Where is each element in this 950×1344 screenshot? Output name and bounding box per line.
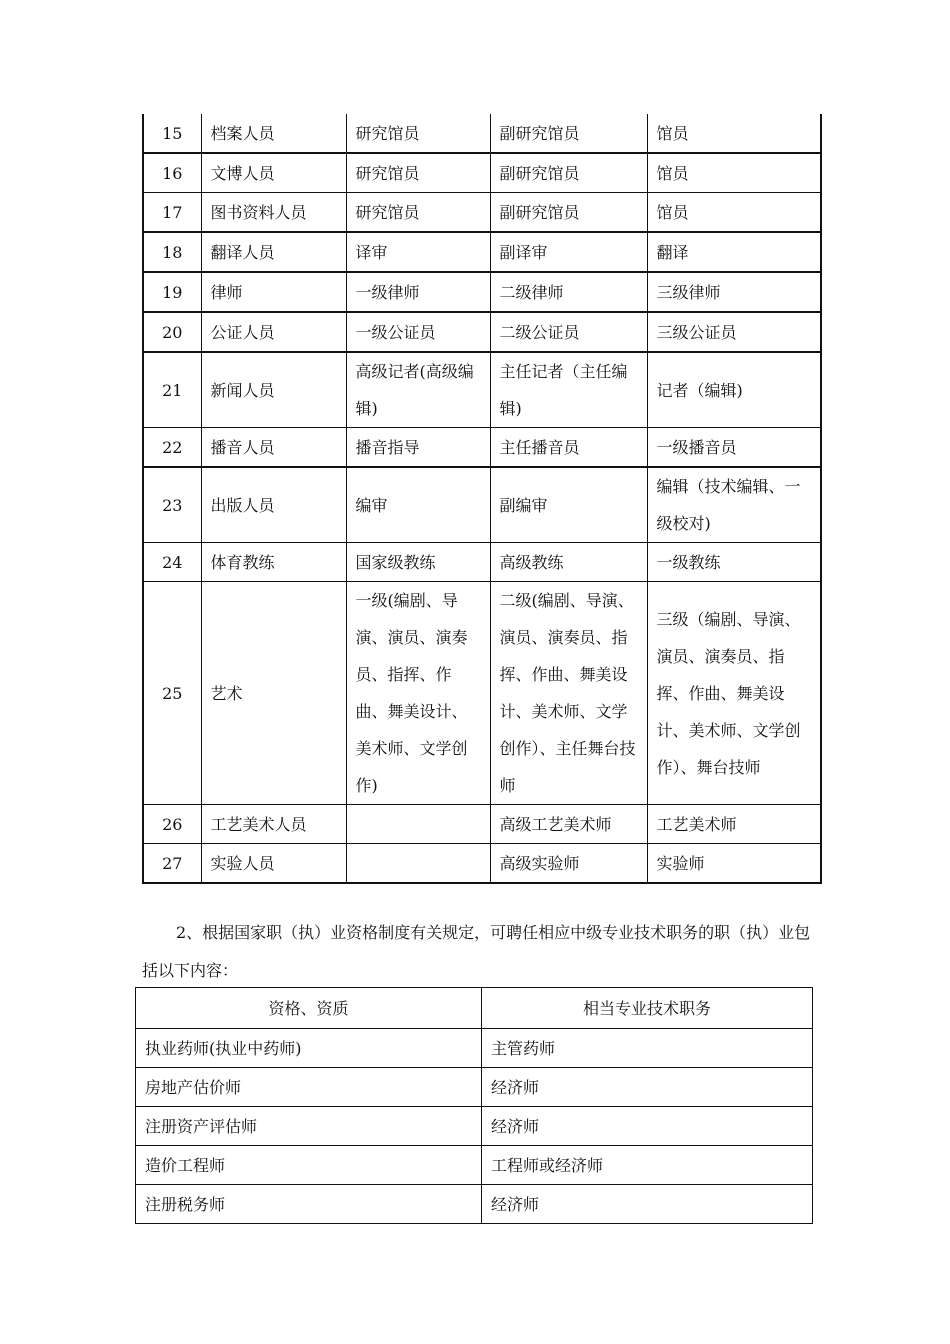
table-row <box>143 193 821 233</box>
intermediate-title: 工艺美术师 <box>647 805 821 844</box>
vice-senior-title: 副编审 <box>490 467 647 543</box>
column-header-qualification: 资格、资质 <box>136 988 482 1029</box>
table-row <box>143 805 821 844</box>
vice-senior-title: 副研究馆员 <box>490 114 647 153</box>
row-number: 16 <box>143 153 201 193</box>
personnel-type: 出版人员 <box>201 467 346 543</box>
qualification-table <box>135 987 813 1224</box>
table-row <box>136 1068 813 1107</box>
qualification-cell: 房地产估价师 <box>136 1068 482 1107</box>
intermediate-title: 编辑（技术编辑、一级校对) <box>647 467 821 543</box>
row-number: 26 <box>143 805 201 844</box>
vice-senior-title: 高级实验师 <box>490 844 647 884</box>
row-number: 19 <box>143 272 201 312</box>
senior-title <box>346 805 490 844</box>
intermediate-title: 三级律师 <box>647 272 821 312</box>
intermediate-title: 翻译 <box>647 232 821 272</box>
row-number: 25 <box>143 582 201 805</box>
row-number: 22 <box>143 428 201 468</box>
senior-title: 研究馆员 <box>346 153 490 193</box>
intermediate-title: 记者（编辑) <box>647 352 821 428</box>
row-number: 21 <box>143 352 201 428</box>
table-row <box>143 543 821 582</box>
intermediate-title: 馆员 <box>647 114 821 153</box>
senior-title: 一级律师 <box>346 272 490 312</box>
intermediate-title: 一级播音员 <box>647 428 821 468</box>
vice-senior-title: 副研究馆员 <box>490 153 647 193</box>
table-row <box>143 232 821 272</box>
table-row <box>143 352 821 428</box>
senior-title: 一级(编剧、导演、演员、演奏员、指挥、作曲、舞美设计、美术师、文学创作) <box>346 582 490 805</box>
intermediate-title: 馆员 <box>647 153 821 193</box>
title-table <box>142 114 822 884</box>
intermediate-title: 三级（编剧、导演、演员、演奏员、指挥、作曲、舞美设计、美术师、文学创作）、舞台技师 <box>647 582 821 805</box>
senior-title: 研究馆员 <box>346 114 490 153</box>
table-row <box>136 1029 813 1068</box>
vice-senior-title: 副译审 <box>490 232 647 272</box>
body-paragraph: 2、根据国家职（执）业资格制度有关规定，可聘任相应中级专业技术职务的职（执）业包括以下内容： <box>142 923 811 980</box>
vice-senior-title: 二级律师 <box>490 272 647 312</box>
row-number: 20 <box>143 312 201 352</box>
senior-title: 编审 <box>346 467 490 543</box>
equivalent-title-cell: 经济师 <box>482 1185 813 1224</box>
qualification-cell: 造价工程师 <box>136 1146 482 1185</box>
row-number: 18 <box>143 232 201 272</box>
personnel-type: 新闻人员 <box>201 352 346 428</box>
table-header-row <box>136 988 813 1029</box>
intermediate-title: 实验师 <box>647 844 821 884</box>
intermediate-title: 一级教练 <box>647 543 821 582</box>
senior-title: 译审 <box>346 232 490 272</box>
table-row <box>143 272 821 312</box>
intermediate-title: 三级公证员 <box>647 312 821 352</box>
intermediate-title: 馆员 <box>647 193 821 233</box>
personnel-type: 艺术 <box>201 582 346 805</box>
table-row <box>143 114 821 153</box>
personnel-type: 体育教练 <box>201 543 346 582</box>
personnel-type: 公证人员 <box>201 312 346 352</box>
vice-senior-title: 二级(编剧、导演、演员、演奏员、指挥、作曲、舞美设计、美术师、文学创作）、主任舞台技师 <box>490 582 647 805</box>
personnel-type: 翻译人员 <box>201 232 346 272</box>
vice-senior-title: 主任记者（主任编辑) <box>490 352 647 428</box>
vice-senior-title: 高级教练 <box>490 543 647 582</box>
senior-title: 一级公证员 <box>346 312 490 352</box>
personnel-type: 工艺美术人员 <box>201 805 346 844</box>
table-row <box>136 1146 813 1185</box>
vice-senior-title: 二级公证员 <box>490 312 647 352</box>
qualification-cell: 执业药师(执业中药师) <box>136 1029 482 1068</box>
senior-title: 国家级教练 <box>346 543 490 582</box>
table-row <box>143 844 821 884</box>
row-number: 17 <box>143 193 201 233</box>
senior-title: 高级记者(高级编辑) <box>346 352 490 428</box>
row-number: 27 <box>143 844 201 884</box>
senior-title: 播音指导 <box>346 428 490 468</box>
vice-senior-title: 副研究馆员 <box>490 193 647 233</box>
table-row <box>143 467 821 543</box>
personnel-type: 档案人员 <box>201 114 346 153</box>
row-number: 15 <box>143 114 201 153</box>
personnel-type: 律师 <box>201 272 346 312</box>
qualification-cell: 注册资产评估师 <box>136 1107 482 1146</box>
vice-senior-title: 高级工艺美术师 <box>490 805 647 844</box>
senior-title: 研究馆员 <box>346 193 490 233</box>
row-number: 24 <box>143 543 201 582</box>
personnel-type: 播音人员 <box>201 428 346 468</box>
senior-title <box>346 844 490 884</box>
equivalent-title-cell: 工程师或经济师 <box>482 1146 813 1185</box>
equivalent-title-cell: 经济师 <box>482 1068 813 1107</box>
personnel-type: 图书资料人员 <box>201 193 346 233</box>
table-row <box>143 153 821 193</box>
table-row <box>143 428 821 468</box>
column-header-equivalent-title: 相当专业技术职务 <box>482 988 813 1029</box>
table-row <box>143 312 821 352</box>
equivalent-title-cell: 经济师 <box>482 1107 813 1146</box>
table-row <box>143 582 821 805</box>
personnel-type: 文博人员 <box>201 153 346 193</box>
qualification-cell: 注册税务师 <box>136 1185 482 1224</box>
table-row <box>136 1185 813 1224</box>
table-row <box>136 1107 813 1146</box>
personnel-type: 实验人员 <box>201 844 346 884</box>
vice-senior-title: 主任播音员 <box>490 428 647 468</box>
row-number: 23 <box>143 467 201 543</box>
equivalent-title-cell: 主管药师 <box>482 1029 813 1068</box>
